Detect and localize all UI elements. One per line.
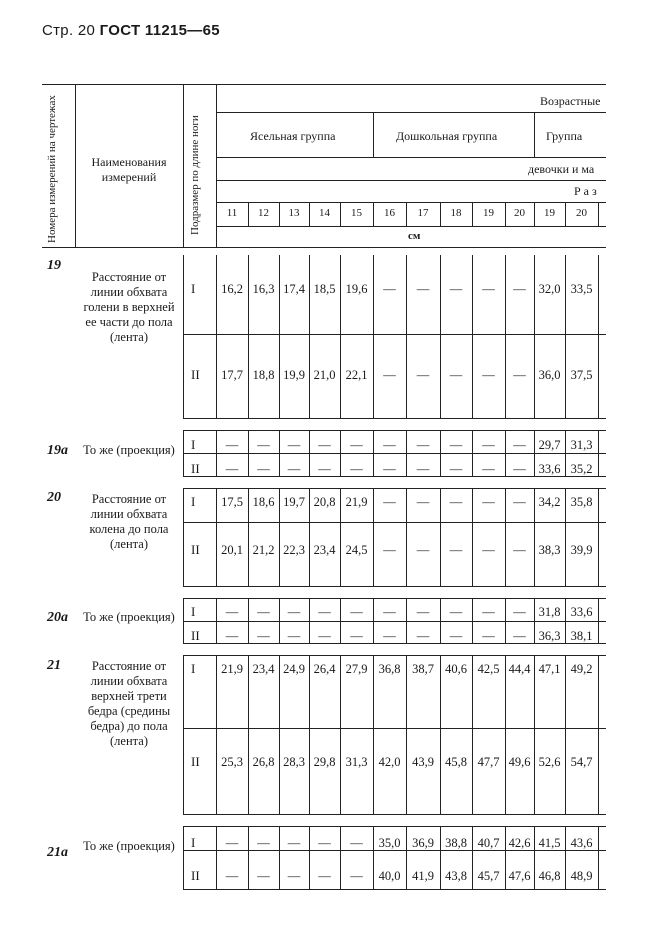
data-cell: 17,4 — [283, 282, 305, 296]
section-bottom-rule — [183, 418, 606, 419]
data-col-rule — [505, 655, 506, 814]
data-cell: — — [513, 282, 526, 296]
data-cell: 31,3 — [345, 755, 368, 769]
data-col-rule — [340, 655, 341, 814]
unit-label: см — [408, 230, 421, 242]
data-cell: 37,5 — [570, 368, 593, 382]
data-cell: — — [513, 438, 526, 452]
data-cell: 26,8 — [252, 755, 275, 769]
size-column-header: 12 — [258, 207, 269, 219]
data-cell: 26,4 — [313, 662, 336, 676]
data-cell: — — [257, 438, 270, 452]
data-cell: — — [449, 438, 463, 452]
data-cell: — — [318, 629, 331, 643]
data-cell: — — [257, 605, 270, 619]
data-cell: 21,2 — [252, 543, 275, 557]
data-cell: — — [318, 438, 331, 452]
data-col-rule — [279, 255, 280, 418]
data-cell: — — [416, 438, 430, 452]
data-cell: 38,7 — [412, 662, 434, 676]
size-column-header: 16 — [384, 207, 395, 219]
subsize-label: II — [191, 628, 200, 643]
size-column-header: 19 — [483, 207, 494, 219]
data-cell: 41,5 — [538, 836, 561, 850]
data-cell: 35,0 — [378, 836, 401, 850]
data-cell: — — [513, 605, 526, 619]
data-cell: — — [513, 495, 526, 509]
group-rule — [373, 112, 374, 157]
subsize-label: I — [191, 437, 196, 452]
data-cell: — — [416, 605, 430, 619]
header-rule — [216, 157, 606, 158]
measurement-number: 19а — [47, 443, 68, 458]
data-cell: — — [225, 438, 239, 452]
data-cell: 43,6 — [570, 836, 593, 850]
subsize-label: I — [191, 494, 196, 509]
age-header: Возрастные — [540, 94, 601, 108]
data-col-rule — [373, 655, 374, 814]
sub-split-rule — [183, 621, 606, 622]
subsize-label: II — [191, 542, 200, 557]
size-column-header: 15 — [351, 207, 362, 219]
data-cell: — — [449, 282, 463, 296]
data-cell: 29,7 — [538, 438, 561, 452]
data-cell: 38,8 — [445, 836, 467, 850]
data-cell: — — [416, 543, 430, 557]
data-cell: 47,6 — [508, 869, 531, 883]
data-cell: 49,2 — [570, 662, 593, 676]
data-cell: 49,6 — [508, 755, 531, 769]
data-cell: — — [225, 462, 239, 476]
section-top-rule — [183, 598, 606, 599]
data-cell: 41,9 — [412, 869, 434, 883]
data-cell: — — [449, 368, 463, 382]
data-cell: 33,5 — [570, 282, 593, 296]
page-header — [42, 22, 220, 39]
data-cell: — — [225, 605, 239, 619]
data-cell: — — [287, 629, 301, 643]
subsize-label: I — [191, 281, 196, 296]
data-cell: 16,3 — [252, 282, 275, 296]
col-number-header: Номера измерений на чертежах — [46, 95, 58, 243]
data-cell: — — [416, 462, 430, 476]
size-column-header: 17 — [417, 207, 429, 219]
subsize-label: II — [191, 367, 200, 382]
data-col-rule — [534, 655, 535, 814]
data-cell: 24,5 — [345, 543, 368, 557]
data-cell: — — [449, 605, 463, 619]
data-cell: 32,0 — [538, 282, 561, 296]
data-cell: 21,9 — [221, 662, 243, 676]
data-col-rule — [309, 655, 310, 814]
data-cell: 23,4 — [313, 543, 336, 557]
data-cell: 23,4 — [252, 662, 275, 676]
data-cell: 42,5 — [477, 662, 500, 676]
data-cell: 36,9 — [412, 836, 434, 850]
data-cell: 42,6 — [508, 836, 531, 850]
data-cell: — — [383, 462, 396, 476]
data-cell: — — [449, 629, 463, 643]
data-cell: 45,7 — [477, 869, 500, 883]
data-cell: — — [350, 462, 363, 476]
data-cell: — — [482, 629, 495, 643]
data-cell: — — [383, 438, 396, 452]
data-cell: 42,0 — [378, 755, 401, 769]
group-doshkolnaya: Дошкольная группа — [396, 129, 498, 143]
data-cell: 44,4 — [508, 662, 531, 676]
data-cell: 19,6 — [345, 282, 368, 296]
size-col-rule — [598, 202, 599, 226]
data-cell: 33,6 — [538, 462, 561, 476]
subsize-label: II — [191, 868, 200, 883]
size-column-header: 19 — [544, 207, 555, 219]
data-cell: — — [225, 869, 239, 883]
subsize-label: I — [191, 604, 196, 619]
data-cell: — — [482, 462, 495, 476]
section-bottom-rule — [183, 889, 606, 890]
header-rule — [216, 202, 606, 203]
data-cell: — — [257, 836, 270, 850]
measurement-name: То же (проекция) — [83, 443, 175, 457]
data-cell: — — [416, 368, 430, 382]
data-col-rule — [598, 826, 599, 889]
data-cell: 36,8 — [378, 662, 401, 676]
data-cell: — — [257, 629, 270, 643]
size-column-header: 14 — [319, 207, 330, 219]
data-cell: — — [383, 605, 396, 619]
data-cell: 45,8 — [445, 755, 467, 769]
size-column-header: 20 — [576, 207, 587, 219]
group-other: Группа — [546, 129, 583, 143]
data-cell: — — [257, 462, 270, 476]
measurement-name: Расстояние от линии обхвата верхней трети бедра (средины бедра) до пола (лента) — [87, 659, 171, 748]
data-cell: 29,8 — [313, 755, 336, 769]
data-col-rule — [534, 255, 535, 418]
standard-code: ГОСТ 11215—65 — [99, 22, 220, 39]
data-col-rule — [440, 655, 441, 814]
measurement-number: 19 — [47, 258, 61, 273]
data-col-rule — [565, 655, 566, 814]
subsize-label: II — [191, 754, 200, 769]
data-cell: — — [318, 869, 331, 883]
data-cell: — — [482, 438, 495, 452]
size-column-header: 18 — [450, 207, 462, 219]
data-cell: 36,0 — [538, 368, 561, 382]
section-top-rule — [183, 826, 606, 827]
data-cell: — — [350, 629, 363, 643]
header-rule — [216, 112, 606, 113]
size-column-header: 11 — [226, 207, 238, 219]
section-top-rule — [183, 488, 606, 489]
size-label: Р а з — [574, 184, 597, 198]
data-cell: — — [350, 438, 363, 452]
data-cell: 18,8 — [252, 368, 275, 382]
section-top-rule — [183, 655, 606, 656]
data-cell: 36,3 — [538, 629, 561, 643]
data-cell: — — [482, 605, 495, 619]
data-cell: 31,3 — [570, 438, 593, 452]
data-cell: — — [350, 836, 363, 850]
header-rule — [216, 226, 606, 227]
data-cell: 39,9 — [570, 543, 593, 557]
sub-split-rule — [183, 453, 606, 454]
row-rule — [216, 255, 217, 418]
data-cell: — — [383, 368, 396, 382]
data-cell: 28,3 — [283, 755, 305, 769]
data-cell: — — [350, 869, 363, 883]
data-cell: 27,9 — [345, 662, 368, 676]
data-cell: 31,8 — [538, 605, 561, 619]
data-col-rule — [598, 255, 599, 418]
data-cell: — — [482, 282, 495, 296]
data-cell: 47,7 — [477, 755, 500, 769]
data-col-rule — [248, 255, 249, 418]
data-cell: 22,3 — [283, 543, 305, 557]
row-rule — [183, 255, 184, 418]
subsize-label: I — [191, 661, 196, 676]
data-col-rule — [248, 655, 249, 814]
data-col-rule — [279, 655, 280, 814]
data-cell: — — [287, 605, 301, 619]
data-cell: 21,9 — [345, 495, 368, 509]
data-cell: — — [513, 629, 526, 643]
data-cell: — — [287, 836, 301, 850]
data-cell: 19,9 — [283, 368, 305, 382]
col-subsize-header: Подразмер по длине ноги — [189, 115, 201, 235]
data-cell: — — [318, 605, 331, 619]
sub-split-rule — [183, 522, 606, 523]
data-cell: 35,8 — [570, 495, 593, 509]
data-col-rule — [565, 255, 566, 418]
data-cell: — — [318, 462, 331, 476]
data-cell: 16,2 — [221, 282, 243, 296]
group-rule — [534, 112, 535, 157]
data-col-rule — [472, 255, 473, 418]
data-cell: — — [482, 543, 495, 557]
subsize-label: II — [191, 461, 200, 476]
measurement-name: Расстояние от линии обхвата колена до пола (лента) — [89, 492, 169, 551]
data-cell: 21,0 — [313, 368, 336, 382]
col-rule — [216, 84, 217, 247]
measurement-number: 21а — [47, 845, 68, 860]
measurement-name: То же (проекция) — [83, 610, 175, 624]
data-cell: — — [350, 605, 363, 619]
row-rule — [183, 655, 184, 814]
data-col-rule — [406, 655, 407, 814]
size-column-header: 13 — [288, 207, 300, 219]
data-col-rule — [598, 488, 599, 586]
data-cell: 47,1 — [538, 662, 561, 676]
section-bottom-rule — [183, 814, 606, 815]
data-cell: — — [513, 368, 526, 382]
data-cell: 20,1 — [221, 543, 243, 557]
data-cell: 24,9 — [283, 662, 305, 676]
data-cell: 34,2 — [538, 495, 561, 509]
data-cell: 18,6 — [252, 495, 275, 509]
data-cell: 46,8 — [538, 869, 561, 883]
data-cell: — — [513, 462, 526, 476]
data-cell: 20,8 — [313, 495, 336, 509]
data-cell: — — [287, 462, 301, 476]
data-col-rule — [406, 255, 407, 418]
subsize-label: I — [191, 835, 196, 850]
data-cell: 38,3 — [538, 543, 561, 557]
data-cell: — — [383, 282, 396, 296]
data-cell: — — [416, 282, 430, 296]
data-cell: — — [416, 629, 430, 643]
size-column-header: 20 — [514, 207, 525, 219]
data-cell: — — [449, 462, 463, 476]
data-cell: — — [482, 495, 495, 509]
data-cell: — — [257, 869, 270, 883]
page-number: Стр. 20 — [42, 22, 96, 39]
data-cell: — — [287, 438, 301, 452]
row-rule — [216, 655, 217, 814]
data-cell: 40,0 — [378, 869, 401, 883]
data-cell: 17,7 — [221, 368, 243, 382]
data-col-rule — [309, 255, 310, 418]
data-cell: — — [416, 495, 430, 509]
data-cell: 17,5 — [221, 495, 243, 509]
data-col-rule — [472, 655, 473, 814]
gender-label: девочки и ма — [528, 162, 595, 176]
data-cell: 43,9 — [412, 755, 434, 769]
data-cell: — — [449, 543, 463, 557]
measurement-number: 21 — [47, 658, 61, 673]
data-cell: — — [383, 543, 396, 557]
data-cell: — — [383, 629, 396, 643]
data-cell: 25,3 — [221, 755, 243, 769]
data-cell: — — [482, 368, 495, 382]
measurement-name: Расстояние от линии обхвата голени в верхней ее части до пола (лента) — [83, 270, 175, 344]
col-rule — [183, 84, 184, 247]
data-cell: — — [383, 495, 396, 509]
table-top-rule — [42, 84, 606, 85]
data-cell: 54,7 — [570, 755, 593, 769]
data-cell: — — [513, 543, 526, 557]
data-cell: — — [225, 629, 239, 643]
data-col-rule — [440, 255, 441, 418]
data-cell: 33,6 — [570, 605, 593, 619]
data-cell: 40,7 — [477, 836, 500, 850]
data-cell: — — [287, 869, 301, 883]
data-cell: — — [449, 495, 463, 509]
data-cell: 35,2 — [570, 462, 593, 476]
data-cell: 48,9 — [570, 869, 593, 883]
section-top-rule — [183, 430, 606, 431]
data-cell: — — [225, 836, 239, 850]
data-cell: 22,1 — [345, 368, 368, 382]
measurement-number: 20а — [47, 610, 68, 625]
data-col-rule — [340, 255, 341, 418]
group-yaselnaya: Ясельная группа — [250, 129, 336, 143]
data-col-rule — [373, 255, 374, 418]
section-bottom-rule — [183, 586, 606, 587]
sub-split-rule — [183, 728, 606, 729]
data-cell: — — [318, 836, 331, 850]
data-cell: 18,5 — [313, 282, 336, 296]
data-col-rule — [505, 255, 506, 418]
row-rule — [183, 826, 184, 889]
data-cell: 38,1 — [570, 629, 593, 643]
data-cell: 52,6 — [538, 755, 561, 769]
sub-split-rule — [183, 334, 606, 335]
col-name-header: Наименования измерений — [91, 155, 167, 184]
header-rule — [216, 180, 606, 181]
measurement-name: То же (проекция) — [83, 839, 175, 853]
data-col-rule — [598, 655, 599, 814]
header-bottom-rule — [42, 247, 606, 248]
measurement-number: 20 — [47, 490, 61, 505]
data-cell: 40,6 — [445, 662, 467, 676]
data-cell: 19,7 — [283, 495, 305, 509]
data-cell: 43,8 — [445, 869, 467, 883]
row-rule — [183, 488, 184, 586]
